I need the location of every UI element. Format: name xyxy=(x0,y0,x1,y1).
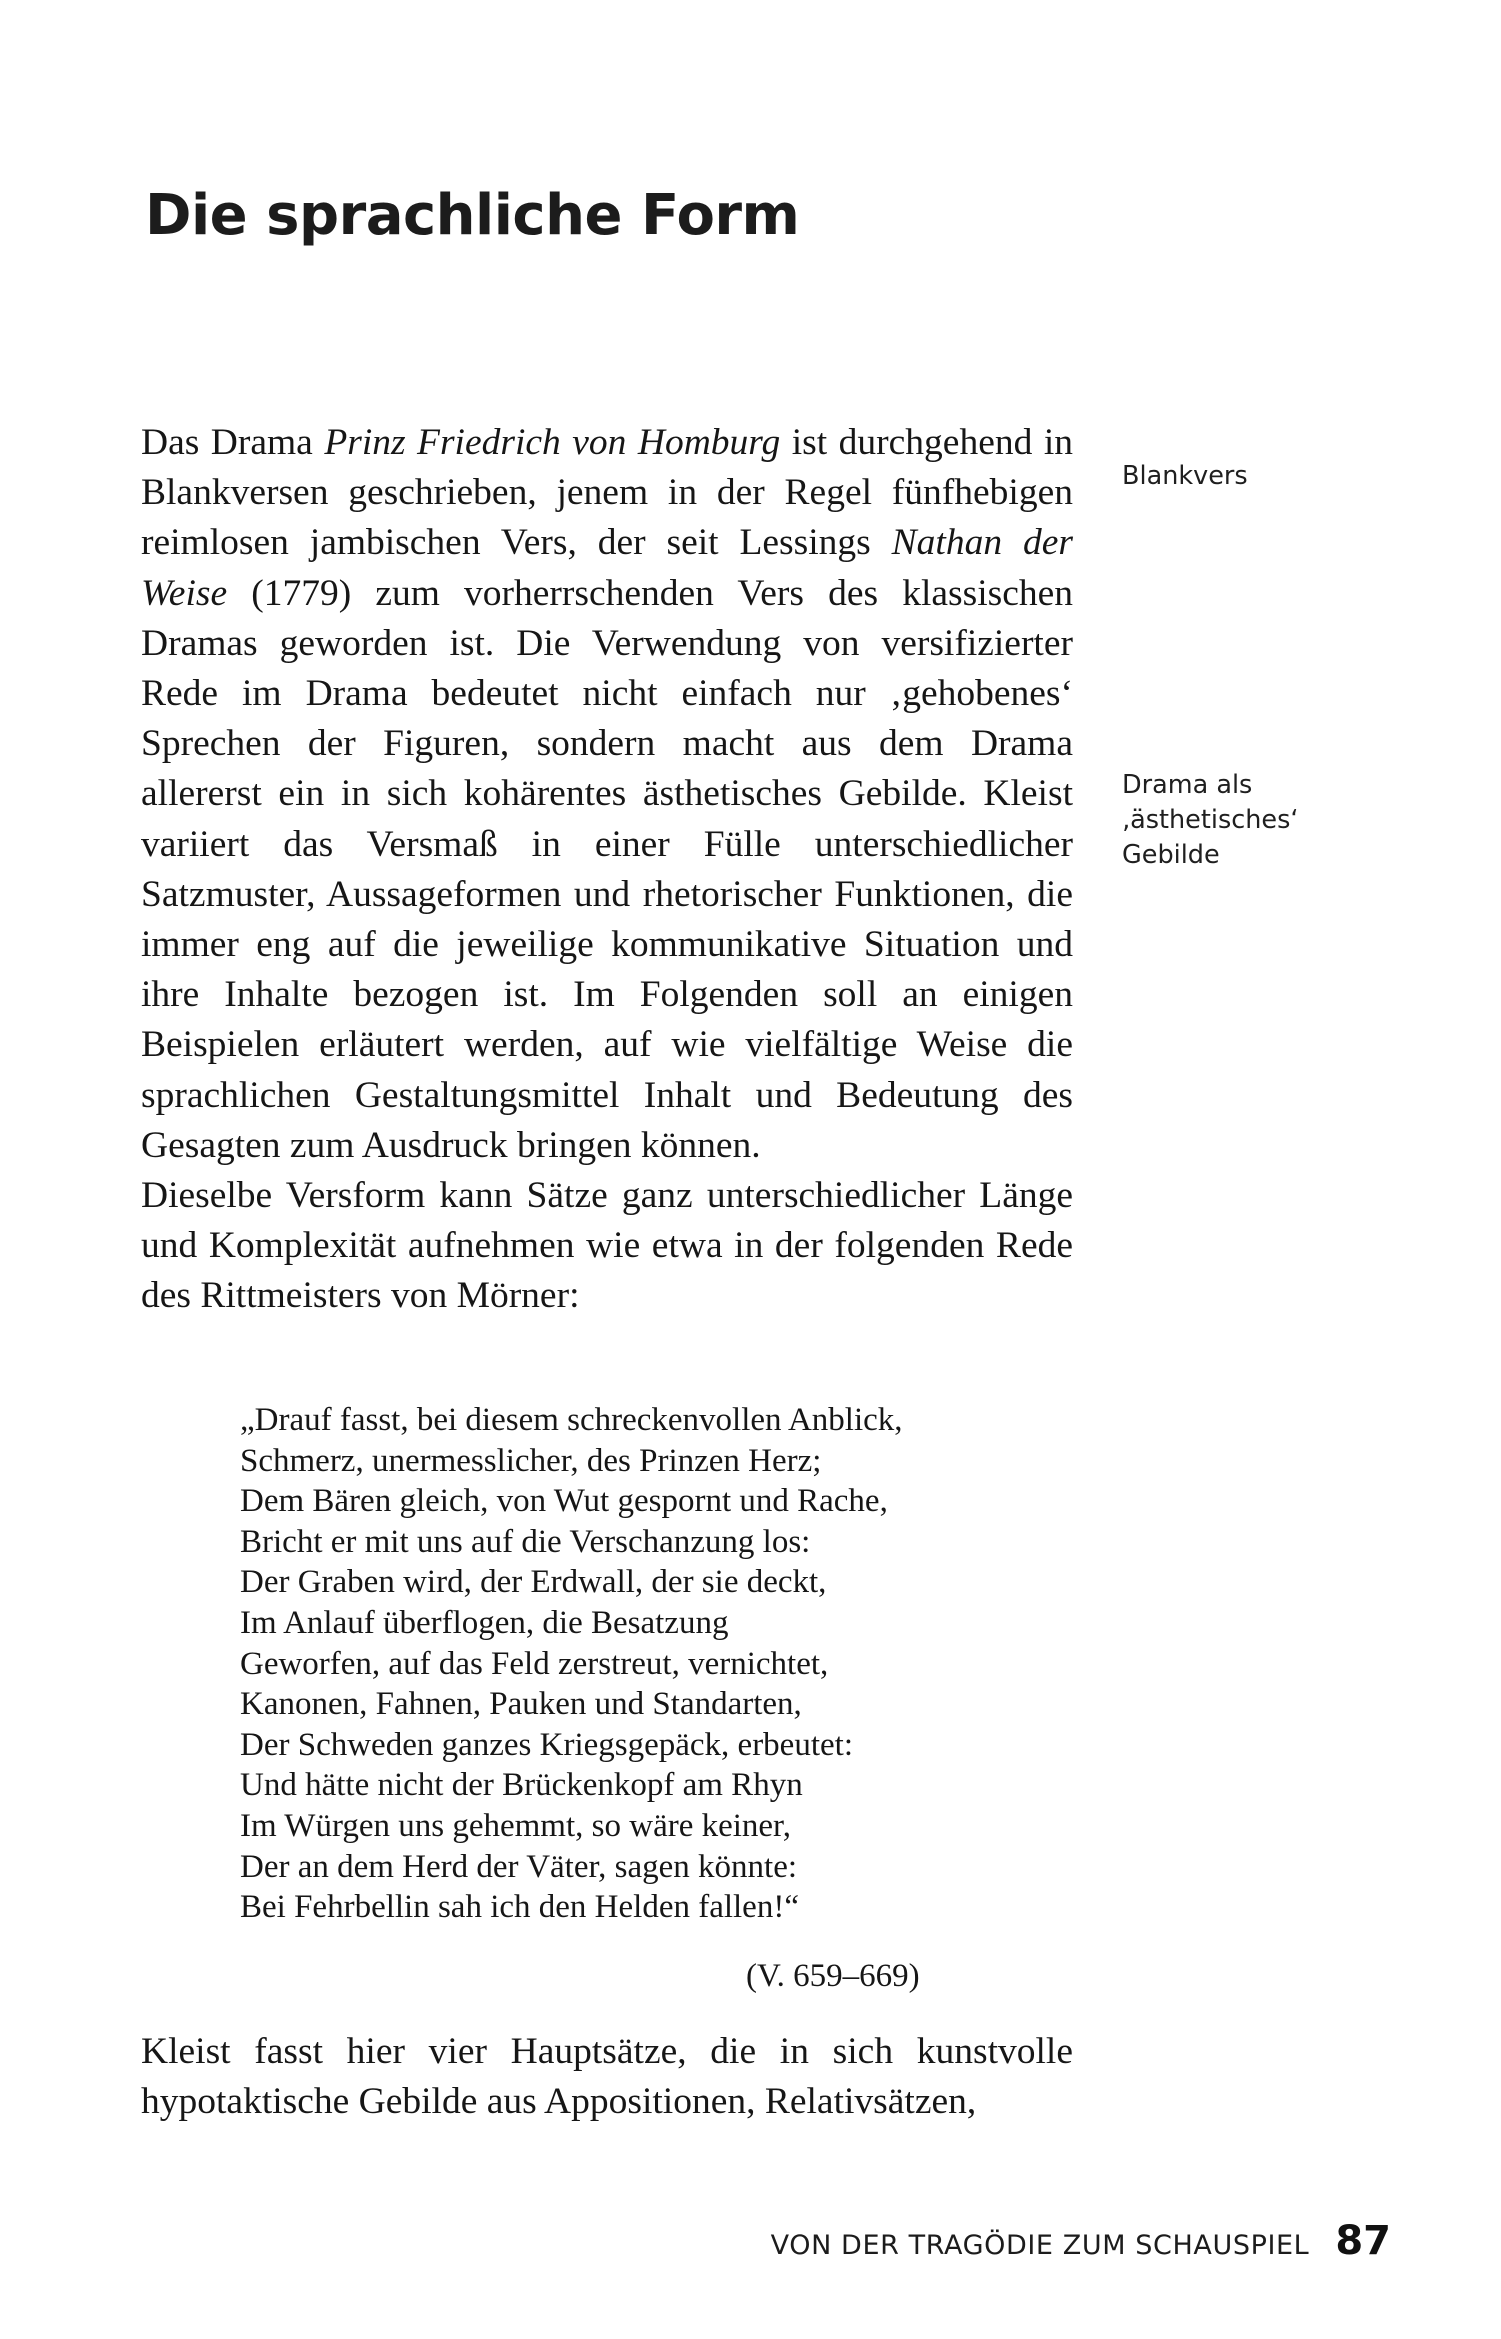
page-title: Die sprachliche Form xyxy=(145,182,800,248)
work-title-homburg: Prinz Friedrich von Homburg xyxy=(324,422,781,463)
verse-line: „Drauf fasst, bei diesem schreckenvollen Anblick, xyxy=(240,1402,903,1438)
margin-note-line: ‚ästhetisches‘ xyxy=(1122,805,1299,835)
text-run: ist durchgehend in Blankversen geschrieben, jenem in der Regel fünfhebigen reimlosen jambischen Vers, der seit Lessings xyxy=(141,422,1073,564)
verse-line: Schmerz, unermesslicher, des Prinzen Herz; xyxy=(240,1442,822,1479)
verse-line: Bei Fehrbellin sah ich den Helden fallen!“ xyxy=(240,1889,799,1926)
text-run: Das Drama xyxy=(141,422,325,463)
verse-line: Kanonen, Fahnen, Pauken und Standarten, xyxy=(240,1686,802,1723)
verse-citation: (V. 659–669) xyxy=(746,1957,920,1994)
text-run: (1779) zum vorherrschenden Vers des klassischen Dramas geworden ist. Die Verwendung von versifizierter Rede im Drama bedeutet nicht einfach nur ‚gehobenes‘ Sprechen der Figuren, sondern macht aus dem Drama allererst ein in sich kohärentes ästhetisches Gebilde. Kleist variiert das Versmaß in einer Fülle unterschiedlicher Satzmuster, Aussageformen und rhetorischer Funktionen, die immer eng auf die jeweilige kommunikative Situation und ihre Inhalte bezogen ist. Im Folgenden soll an einigen Beispielen erläutert werden, auf wie vielfältige Weise die sprachlichen Gestaltungsmittel Inhalt und Bedeutung des Gesagten zum Ausdruck bringen können. xyxy=(141,572,1073,1166)
verse-line: Der Schweden ganzes Kriegsgepäck, erbeutet: xyxy=(240,1726,853,1763)
verse-line: Der an dem Herd der Väter, sagen könnte: xyxy=(240,1848,798,1885)
verse-line: Der Graben wird, der Erdwall, der sie deckt, xyxy=(240,1564,827,1601)
work-title-nathan: Nathan der Weise xyxy=(141,522,1073,614)
main-text-column xyxy=(141,418,1073,1322)
verse-line: Geworfen, auf das Feld zerstreut, vernichtet, xyxy=(240,1645,829,1682)
verse-line: Im Würgen uns gehemmt, so wäre keiner, xyxy=(240,1807,791,1844)
text-run: Dieselbe Versform kann Sätze ganz unterschiedlicher Länge und Komplexität aufnehmen wie etwa in der folgenden Rede des Rittmeisters von Mörner: xyxy=(141,1175,1073,1317)
page-number: 87 xyxy=(1335,2218,1391,2264)
verse-line: Dem Bären gleich, von Wut gespornt und Rache, xyxy=(240,1483,888,1520)
margin-note-line: Blankvers xyxy=(1122,461,1248,491)
paragraph-closing: Kleist fasst hier vier Hauptsätze, die in sich kunstvolle hypotaktische Gebilde aus Appositionen, Relativsätzen, xyxy=(141,2031,1073,2123)
margin-note-line: Drama als xyxy=(1122,770,1253,800)
running-head: VON DER TRAGÖDIE ZUM SCHAUSPIEL xyxy=(770,2230,1310,2261)
verse-line: Bricht er mit uns auf die Verschanzung los: xyxy=(240,1523,811,1560)
verse-line: Und hätte nicht der Brückenkopf am Rhyn xyxy=(240,1767,803,1804)
margin-note-gebilde xyxy=(1122,768,1442,873)
margin-note-blankvers xyxy=(1122,459,1442,494)
verse-quotation xyxy=(240,1400,1080,1996)
page-footer xyxy=(0,2218,1501,2278)
paragraph-versform xyxy=(141,1171,1073,1322)
paragraph-intro xyxy=(141,418,1073,1171)
verse-line: Im Anlauf überflogen, die Besatzung xyxy=(240,1604,729,1641)
margin-note-line: Gebilde xyxy=(1122,840,1220,870)
